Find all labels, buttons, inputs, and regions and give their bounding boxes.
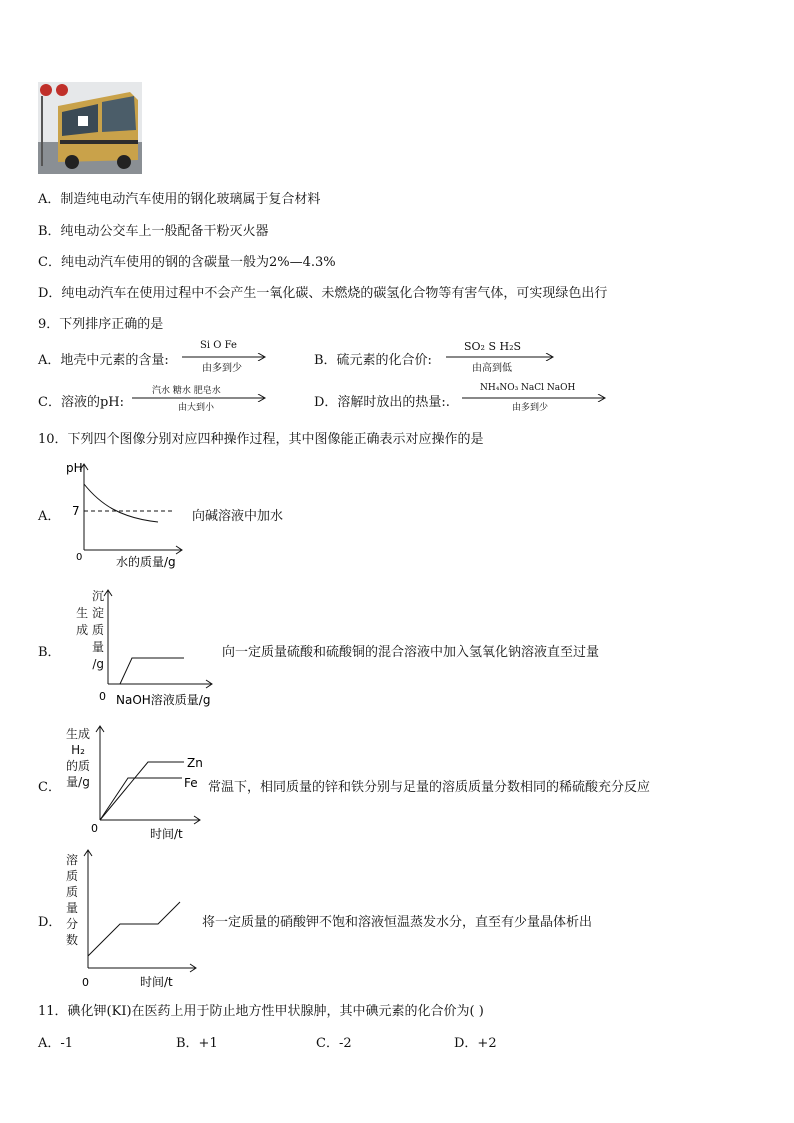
- graph-c-ylabel-line: 的质: [65, 759, 90, 773]
- q11-option-d: D．+2: [454, 1036, 497, 1051]
- graph-c-ylabel-line: H₂: [71, 743, 85, 757]
- q11-stem: 11．碘化钾(KI)在医药上用于防止地方性甲状腺肿，其中碘元素的化合价为( ): [38, 1004, 484, 1019]
- graph-a-origin: 0: [76, 552, 83, 563]
- graph-b-ylabel-line: 生 淀: [76, 606, 104, 620]
- graph-b-ylabel-line: 沉: [91, 589, 104, 603]
- graph-c-ylabel-line: 量/g: [66, 775, 90, 789]
- q8-option-b: B．纯电动公交车上一般配备干粉灭火器: [38, 224, 269, 239]
- graph-c-series-fe-label: Fe: [184, 776, 198, 790]
- graph-c-ylabel-line: 生成: [65, 727, 90, 741]
- graph-b-ylabel-line: /g: [92, 657, 104, 671]
- q10-graph-d: [76, 844, 202, 992]
- graph-c-series-fe: [100, 778, 182, 820]
- graph-c-series-zn-label: Zn: [187, 756, 203, 770]
- q8-option-d: D．纯电动汽车在使用过程中不会产生一氧化碳、未燃烧的碳氢化合物等有害气体，可实现绿色出行: [38, 286, 608, 301]
- q10-option-a-desc: 向碱溶液中加水: [192, 509, 284, 524]
- graph-a-curve: [84, 484, 158, 522]
- graph-d-curve: [88, 902, 180, 956]
- graph-b-origin: 0: [99, 690, 106, 703]
- q9-option-c-bottom: 由大到小: [178, 403, 215, 413]
- graph-d-ylabel-line: 质: [65, 869, 78, 883]
- q9-stem: 9．下列排序正确的是: [38, 317, 164, 332]
- q9-option-c-top: 汽水 糖水 肥皂水: [152, 386, 221, 396]
- q10-option-c-desc: 常温下，相同质量的锌和铁分别与足量的溶质质量分数相同的稀硫酸充分反应: [208, 780, 651, 795]
- q11-option-a: A．-1: [38, 1036, 74, 1051]
- bus-photo: [38, 82, 142, 174]
- q10-graph-b: [96, 584, 236, 710]
- q10-option-b-desc: 向一定质量硫酸和硫酸铜的混合溶液中加入氢氧化钠溶液直至过量: [222, 645, 600, 660]
- graph-a-xlabel: 水的质量/g: [116, 555, 176, 569]
- graph-d-origin: 0: [82, 976, 89, 989]
- graph-d-ylabel-line: 质: [65, 885, 78, 899]
- graph-c-origin: 0: [91, 822, 98, 835]
- q10-option-d-letter: D．: [38, 915, 62, 930]
- q9-option-a-arrow: [182, 340, 268, 374]
- graph-a-ref-label: 7: [72, 504, 80, 518]
- q9-option-a-top: Si O Fe: [200, 340, 237, 351]
- graph-d-ylabel-line: 数: [65, 933, 78, 947]
- q9-option-b-top: SO₂ S H₂S: [464, 340, 522, 353]
- graph-b-xlabel: NaOH溶液质量/g: [116, 693, 211, 707]
- graph-d-xlabel: 时间/t: [140, 975, 173, 989]
- graph-b-curve: [120, 658, 184, 684]
- q10-option-a-letter: A．: [38, 509, 61, 524]
- graph-b-ylabel-line: 量: [91, 640, 104, 654]
- q9-option-d-label: D．溶解时放出的热量:.: [314, 395, 450, 410]
- q9-option-a-label: A．地壳中元素的含量:: [38, 353, 169, 368]
- q9-option-b-label: B．硫元素的化合价:: [314, 353, 432, 368]
- graph-d-ylabel-line: 分: [65, 917, 78, 931]
- q9-option-d-bottom: 由多到少: [512, 403, 549, 413]
- q10-option-c-letter: C．: [38, 780, 61, 795]
- q11-option-c: C．-2: [316, 1036, 352, 1051]
- q9-option-d-arrow: [462, 383, 608, 413]
- q11-option-b: B．+1: [176, 1036, 218, 1051]
- q9-option-b-bottom: 由高到低: [472, 363, 512, 374]
- graph-b-ylabel-line: 成 质: [76, 623, 104, 637]
- q8-option-a: A．制造纯电动汽车使用的钢化玻璃属于复合材料: [38, 192, 321, 207]
- bus-illustration-icon: [38, 82, 142, 174]
- graph-c-series-zn: [100, 762, 184, 820]
- q9-option-d-top: NH₄NO₃ NaCl NaOH: [480, 383, 576, 393]
- graph-d-ylabel-line: 溶: [65, 853, 78, 867]
- q10-option-d-desc: 将一定质量的硝酸钾不饱和溶液恒温蒸发水分，直至有少量晶体析出: [202, 915, 593, 930]
- q9-option-c-label: C．溶液的pH:: [38, 395, 124, 410]
- q9-option-c-arrow: [132, 383, 268, 413]
- q10-stem: 10．下列四个图像分别对应四种操作过程，其中图像能正确表示对应操作的是: [38, 432, 484, 447]
- q10-option-b-letter: B．: [38, 645, 61, 660]
- q9-option-a-bottom: 由多到少: [202, 363, 242, 374]
- q10-graph-a: [60, 456, 200, 574]
- q9-option-b-arrow: [446, 340, 556, 374]
- q8-option-c: C．纯电动汽车使用的钢的含碳量一般为2%—4.3%: [38, 255, 336, 270]
- q10-graph-c: [88, 720, 208, 844]
- graph-d-ylabel-line: 量: [65, 901, 78, 915]
- graph-c-xlabel: 时间/t: [150, 827, 183, 841]
- graph-a-ylabel: pH: [66, 461, 83, 475]
